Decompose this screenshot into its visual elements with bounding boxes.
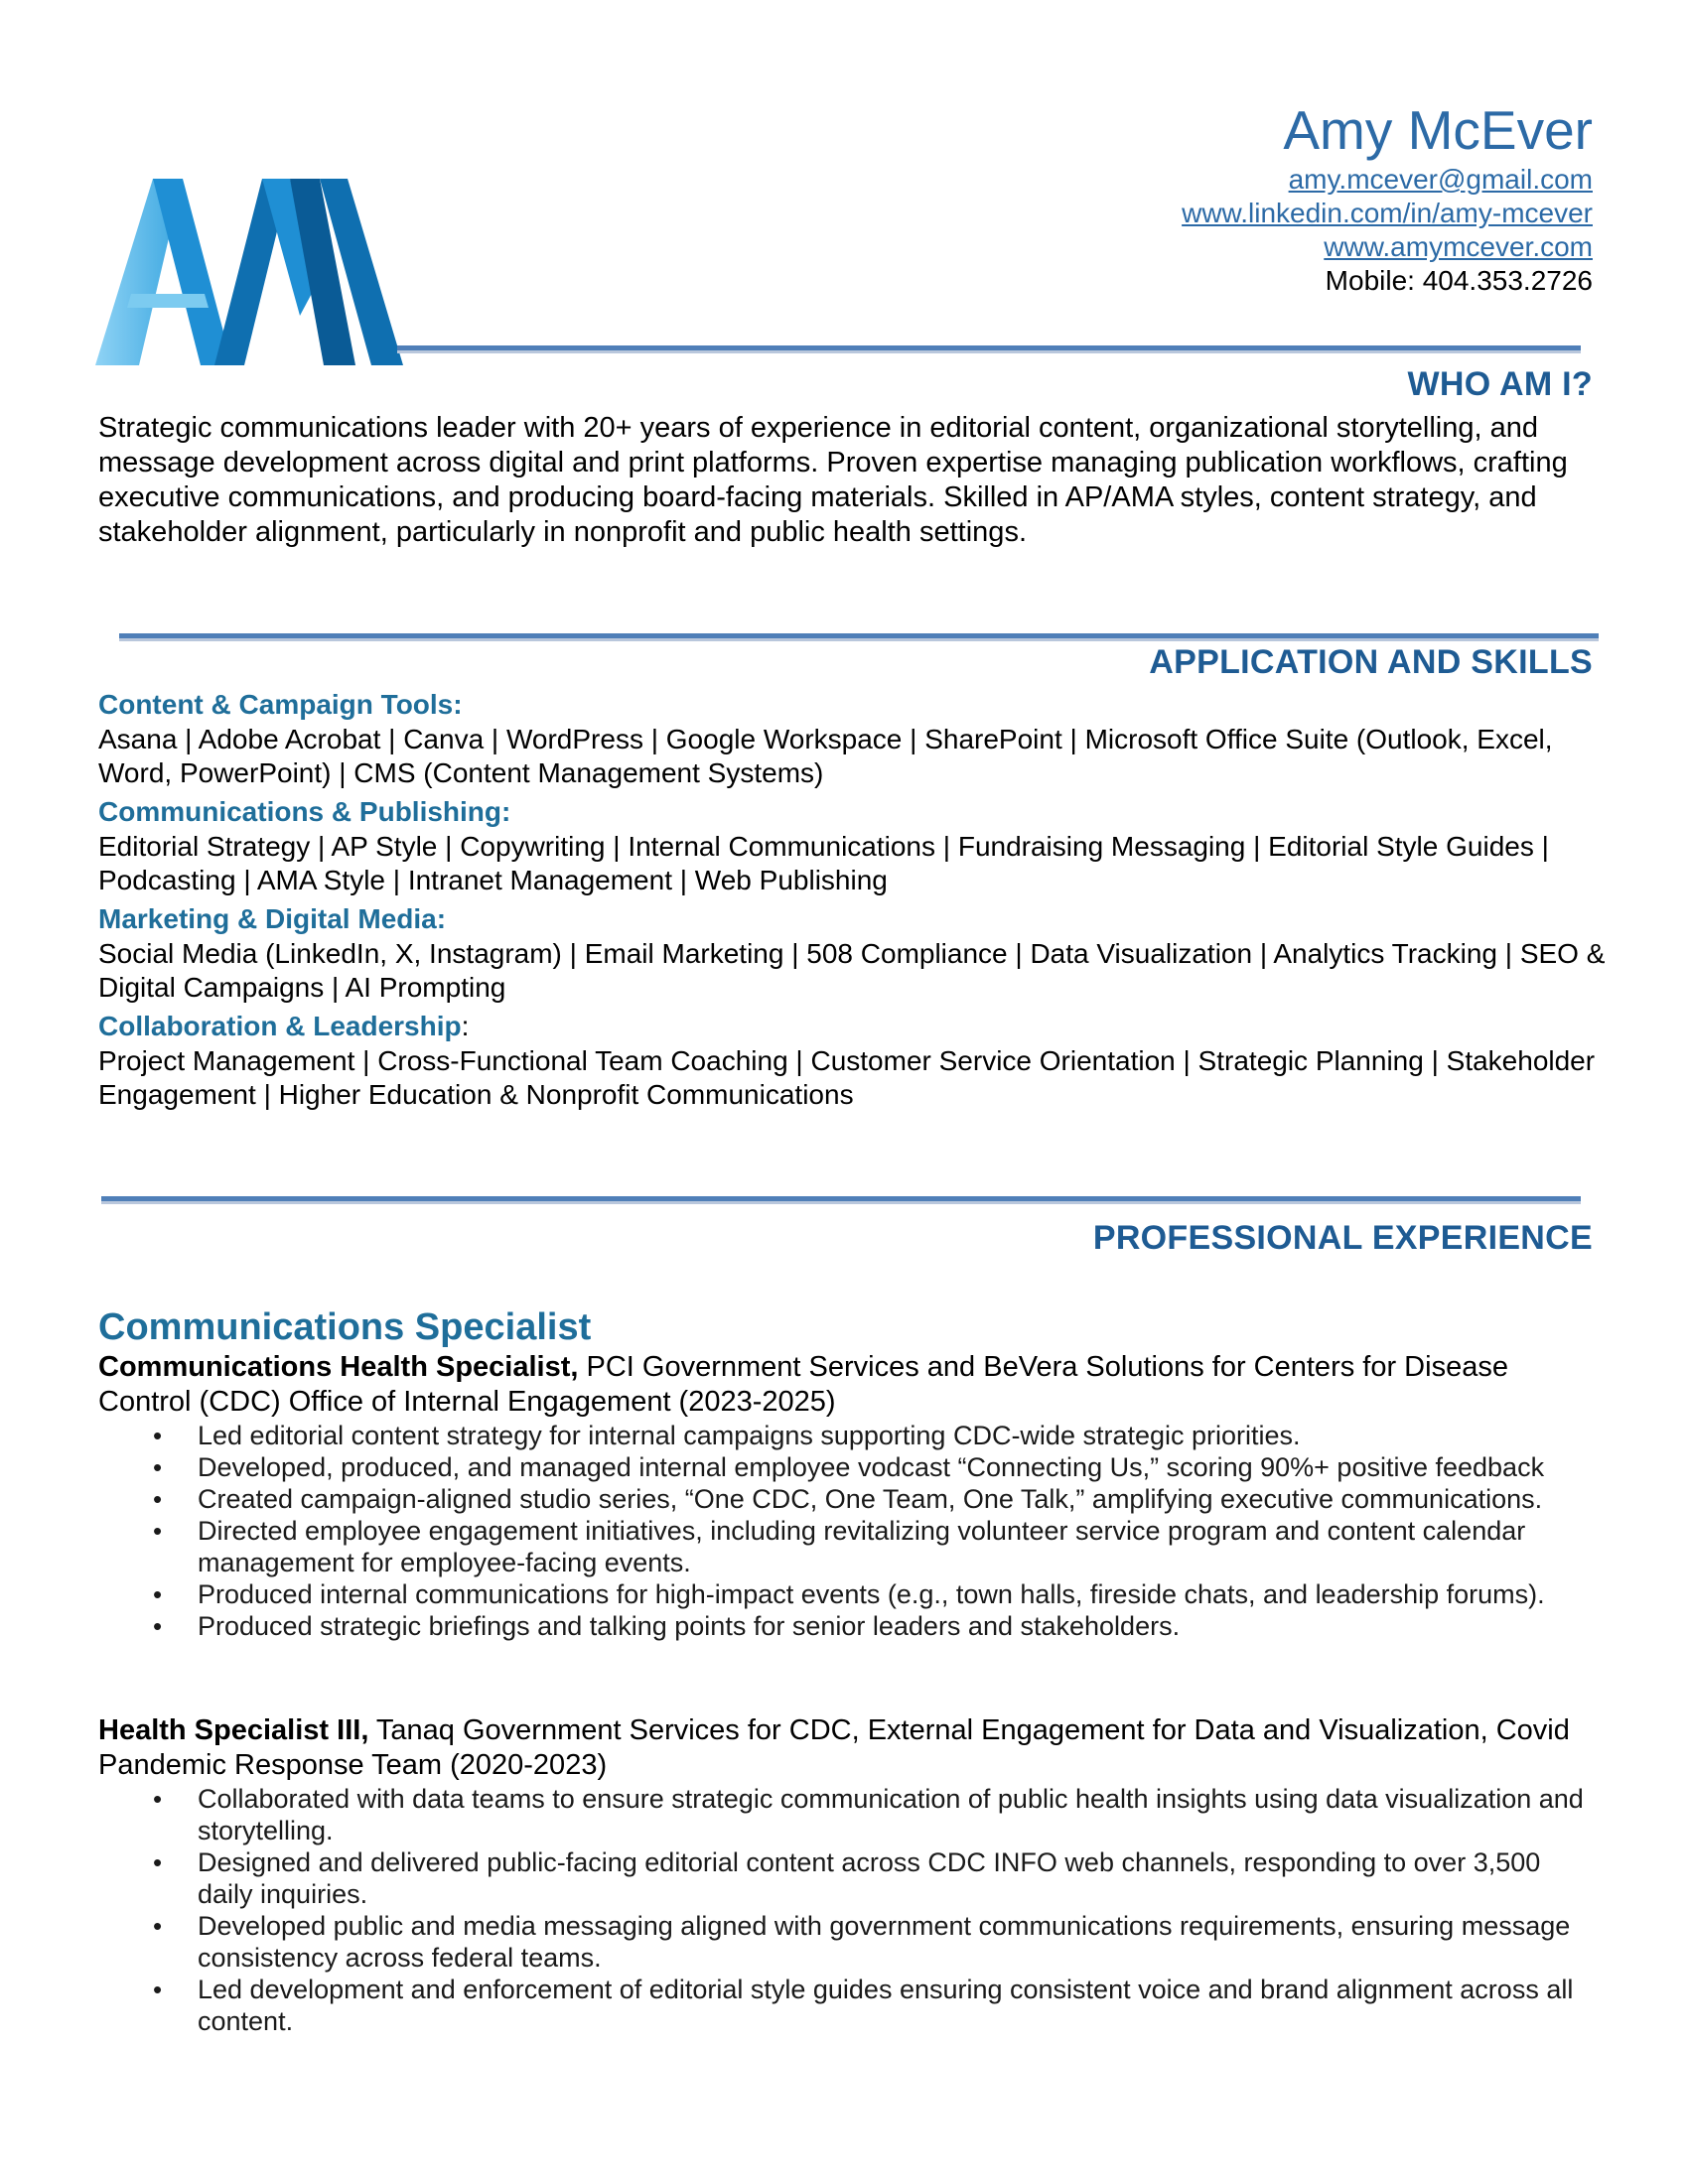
- who-am-i-heading: WHO AM I?: [1407, 365, 1593, 403]
- skill-group: [98, 687, 1608, 790]
- experience-heading: PROFESSIONAL EXPERIENCE: [1092, 1219, 1593, 1257]
- bullet-item: • Developed public and media messaging aligned with government communications requirements, ensuring message consistency across federal teams.: [153, 1911, 1571, 1973]
- role-organization: Tanaq Government Services for CDC, External Engagement for Data and Visualization, Covid Pandemic Response Team (2020-2023): [98, 1714, 1570, 1781]
- bullet-item: • Led development and enforcement of editorial style guides ensuring consistent voice and brand alignment across all content.: [153, 1975, 1574, 2036]
- role-organization: PCI Government Services and BeVera Solutions for Centers for Disease Control (CDC) Office of Internal Engagement (2023-2025): [98, 1351, 1508, 1418]
- email-link[interactable]: amy.mcever@gmail.com: [1288, 164, 1593, 195]
- skills-divider: [119, 633, 1599, 641]
- bullet-item: • Led editorial content strategy for internal campaigns supporting CDC-wide strategic priorities.: [153, 1421, 1301, 1450]
- skill-group-items: Asana | Adobe Acrobat | Canva | WordPress | Google Workspace | SharePoint | Microsoft Office Suite (Outlook, Excel, Word, PowerPoint) | CMS (Content Management Systems): [98, 724, 1553, 788]
- role-header: [98, 1713, 1598, 1783]
- contact-block: [1182, 97, 1593, 298]
- summary-text: Strategic communications leader with 20+ years of experience in editorial content, organizational storytelling, and message development across digital and print platforms. Proven expertise managing publication workflows, crafting executive communications, and producing board-facing materials. Skilled in AP/AMA styles, content strategy, and stakeholder alignment, particularly in nonprofit and public health settings.: [98, 412, 1568, 548]
- skill-group-heading: Collaboration & Leadership:: [98, 1011, 470, 1041]
- skill-group: [98, 1009, 1608, 1112]
- skill-group-items: Project Management | Cross-Functional Team Coaching | Customer Service Orientation | Strategic Planning | Stakeholder Engagement | Higher Education & Nonprofit Communications: [98, 1045, 1596, 1110]
- skills-list: [98, 687, 1608, 1116]
- bullet-item: • Collaborated with data teams to ensure strategic communication of public health insights using data visualization and storytelling.: [153, 1784, 1584, 1845]
- bullet-item: • Produced internal communications for high-impact events (e.g., town halls, fireside chats, and leadership forums).: [153, 1579, 1545, 1609]
- skill-group-heading: Content & Campaign Tools:: [98, 689, 463, 720]
- skills-heading: APPLICATION AND SKILLS: [1149, 643, 1593, 681]
- experience-category-title: Communications Specialist: [98, 1306, 592, 1348]
- skill-group: [98, 794, 1608, 897]
- header-divider: [397, 345, 1581, 353]
- candidate-name: Amy McEver: [1283, 99, 1593, 161]
- skill-group-items: Social Media (LinkedIn, X, Instagram) | Email Marketing | 508 Compliance | Data Visualization | Analytics Tracking | SEO & Digital Campaigns | AI Prompting: [98, 938, 1606, 1003]
- website-link[interactable]: www.amymcever.com: [1324, 231, 1593, 262]
- mobile-number: Mobile: 404.353.2726: [1325, 265, 1593, 296]
- bullet-item: • Designed and delivered public-facing editorial content across CDC INFO web channels, responding to over 3,500 daily inquiries.: [153, 1847, 1541, 1909]
- role-title: Health Specialist III,: [98, 1714, 369, 1746]
- skill-group-items: Editorial Strategy | AP Style | Copywriting | Internal Communications | Fundraising Messaging | Editorial Style Guides | Podcasting | AMA Style | Intranet Management | Web Publishing: [98, 831, 1549, 895]
- role-entry: [98, 1713, 1598, 2037]
- am-monogram-logo: [95, 167, 403, 367]
- skill-group-heading: Communications & Publishing:: [98, 796, 511, 827]
- role-bullets: [98, 1783, 1598, 2037]
- bullet-item: • Produced strategic briefings and talking points for senior leaders and stakeholders.: [153, 1611, 1181, 1641]
- bullet-item: • Developed, produced, and managed internal employee vodcast “Connecting Us,” scoring 90%+ positive feedback: [153, 1452, 1545, 1482]
- experience-divider: [101, 1196, 1581, 1204]
- skill-group-heading: Marketing & Digital Media:: [98, 903, 447, 934]
- role-header: [98, 1350, 1598, 1420]
- role-entry: [98, 1350, 1598, 1642]
- role-title: Communications Health Specialist,: [98, 1351, 579, 1383]
- bullet-item: • Created campaign-aligned studio series, “One CDC, One Team, One Talk,” amplifying executive communications.: [153, 1484, 1543, 1514]
- linkedin-link[interactable]: www.linkedin.com/in/amy-mcever: [1182, 198, 1593, 228]
- bullet-item: • Directed employee engagement initiatives, including revitalizing volunteer service program and content calendar management for employee-facing events.: [153, 1516, 1526, 1577]
- role-bullets: [98, 1420, 1598, 1642]
- skill-group: [98, 901, 1608, 1005]
